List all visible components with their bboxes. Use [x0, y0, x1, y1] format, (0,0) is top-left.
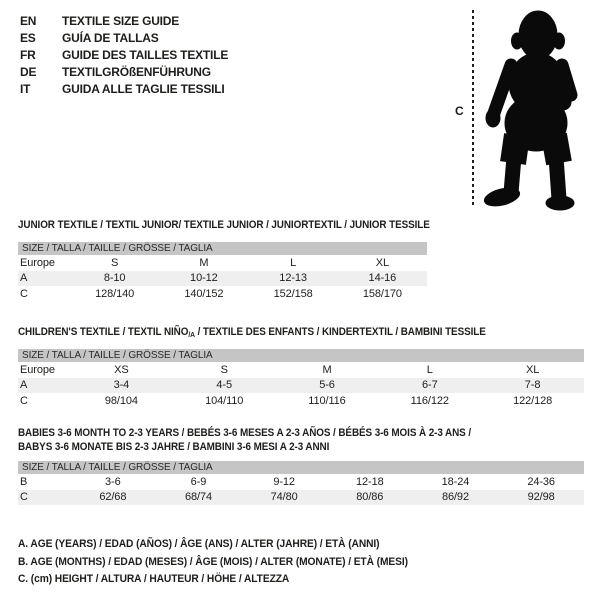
value-cell: L — [290, 256, 297, 269]
size-header-bar: SIZE / TALLA / TAILLE / GRÖSSE / TAGLIA — [18, 461, 584, 474]
language-row — [20, 81, 228, 98]
value-cell: 62/68 — [99, 491, 127, 504]
children-size-table — [18, 362, 584, 409]
row-label-cell: A — [20, 379, 28, 392]
row-label-cell: C — [20, 287, 28, 300]
language-title-list — [20, 13, 228, 98]
row-label-cell: Europe — [20, 363, 55, 376]
value-cell: 116/122 — [410, 394, 449, 407]
language-code: ES — [20, 31, 36, 45]
value-cell: 10-12 — [190, 272, 218, 285]
value-cell: S — [111, 256, 119, 269]
value-cell: 98/104 — [104, 394, 138, 407]
language-code: FR — [20, 48, 36, 62]
value-cell: 74/80 — [270, 491, 298, 504]
height-measure-dashed-line — [472, 10, 474, 207]
junior-section-title: JUNIOR TEXTILE / TEXTIL JUNIOR/ TEXTILE JUNIOR / JUNIORTEXTIL / JUNIOR TESSILE — [18, 219, 430, 231]
table-row — [18, 474, 584, 490]
language-label: GUIDE DES TAILLES TEXTILE — [62, 48, 229, 62]
value-cell: XL — [375, 256, 389, 269]
children-size-section — [18, 325, 584, 409]
row-label-cell: C — [20, 491, 28, 504]
language-row — [20, 47, 228, 64]
value-cell: L — [426, 363, 433, 376]
row-label-cell: B — [20, 475, 28, 488]
value-cell: 152/158 — [273, 287, 313, 300]
children-section-title — [18, 325, 527, 342]
value-cell: 92/98 — [527, 491, 555, 504]
value-cell: 3-4 — [113, 379, 130, 392]
value-cell: 86/92 — [441, 491, 469, 504]
value-cell: 6-7 — [421, 379, 438, 392]
value-cell: 68/74 — [184, 491, 212, 504]
value-cell: S — [220, 363, 228, 376]
table-row — [18, 393, 584, 409]
value-cell: 12-13 — [279, 272, 307, 285]
size-header-bar: SIZE / TALLA / TAILLE / GRÖSSE / TAGLIA — [18, 242, 427, 255]
value-cell: 110/116 — [308, 394, 346, 407]
value-cell: 14-16 — [368, 272, 397, 285]
value-cell: 24-36 — [527, 475, 555, 488]
value-cell: M — [322, 363, 332, 376]
value-cell: 12-18 — [355, 475, 384, 488]
value-cell: XL — [525, 363, 540, 376]
value-cell: 158/170 — [362, 287, 402, 300]
junior-size-table — [18, 255, 427, 302]
table-row — [18, 271, 427, 287]
language-label: GUIDA ALLE TAGLIE TESSILI — [62, 82, 225, 96]
babies-section-title-line2: BABYS 3-6 MONATE BIS 2-3 JAHRE / BAMBINI 3-6 MESI A 2-3 ANNI — [18, 441, 330, 453]
babies-size-table — [18, 474, 584, 505]
footnote-c: C. (cm) HEIGHT / ALTURA / HAUTEUR / HÖHE / ALTEZZA — [18, 573, 290, 585]
value-cell: 6-9 — [190, 475, 207, 488]
table-row — [18, 255, 427, 271]
value-cell: 122/128 — [513, 394, 553, 407]
value-cell: M — [199, 256, 209, 269]
language-row — [20, 64, 228, 81]
children-title-text: CHILDREN'S TEXTILE / TEXTIL NIÑO — [18, 326, 189, 338]
language-code: IT — [20, 82, 31, 96]
language-code: DE — [20, 65, 37, 79]
value-cell: 80/86 — [356, 491, 384, 504]
value-cell: 3-6 — [105, 475, 121, 488]
value-cell: 4-5 — [216, 379, 232, 392]
value-cell: 8-10 — [103, 272, 126, 285]
table-row — [18, 362, 584, 378]
language-code: EN — [20, 14, 37, 28]
language-row — [20, 30, 228, 47]
value-cell: 9-12 — [273, 475, 295, 488]
value-cell: XS — [114, 363, 129, 376]
babies-size-section — [18, 426, 584, 505]
size-header-bar: SIZE / TALLA / TAILLE / GRÖSSE / TAGLIA — [18, 349, 584, 362]
row-label-cell: Europe — [20, 256, 55, 269]
language-label: TEXTILGRÖßENFÜHRUNG — [62, 65, 211, 79]
children-title-subscript: /A — [188, 330, 195, 339]
footnote-b: B. AGE (MONTHS) / EDAD (MESES) / ÂGE (MOIS) / ALTER (MONATE) / ETÀ (MESI) — [18, 555, 408, 568]
table-row — [18, 490, 584, 506]
height-measure-label: C — [455, 104, 464, 118]
junior-size-section — [18, 218, 430, 302]
value-cell: 7-8 — [524, 379, 541, 392]
value-cell: 18-24 — [441, 475, 470, 488]
language-label: GUÍA DE TALLAS — [62, 31, 159, 45]
footnote-a: A. AGE (YEARS) / EDAD (AÑOS) / ÂGE (ANS) / ALTER (JAHRE) / ETÀ (ANNI) — [18, 538, 380, 550]
children-title-text: / TEXTILE DES ENFANTS / KINDERTEXTIL / BAMBINI TESSILE — [194, 326, 486, 338]
language-row — [20, 13, 228, 30]
value-cell: 104/110 — [205, 394, 244, 407]
value-cell: 128/140 — [95, 287, 135, 300]
value-cell: 140/152 — [184, 287, 224, 300]
language-label: TEXTILE SIZE GUIDE — [62, 14, 180, 28]
row-label-cell: C — [20, 394, 28, 407]
babies-section-title-line1: BABIES 3-6 MONTH TO 2-3 YEARS / BEBÉS 3-6 MESES A 2-3 AÑOS / BÉBÉS 3-6 MOIS À 2-3 ANS / — [18, 427, 471, 439]
baby-silhouette-icon — [480, 5, 594, 211]
value-cell: 5-6 — [319, 379, 335, 392]
table-row — [18, 286, 427, 302]
table-row — [18, 378, 584, 394]
row-label-cell: A — [20, 272, 28, 285]
legend-footnotes — [18, 536, 437, 589]
